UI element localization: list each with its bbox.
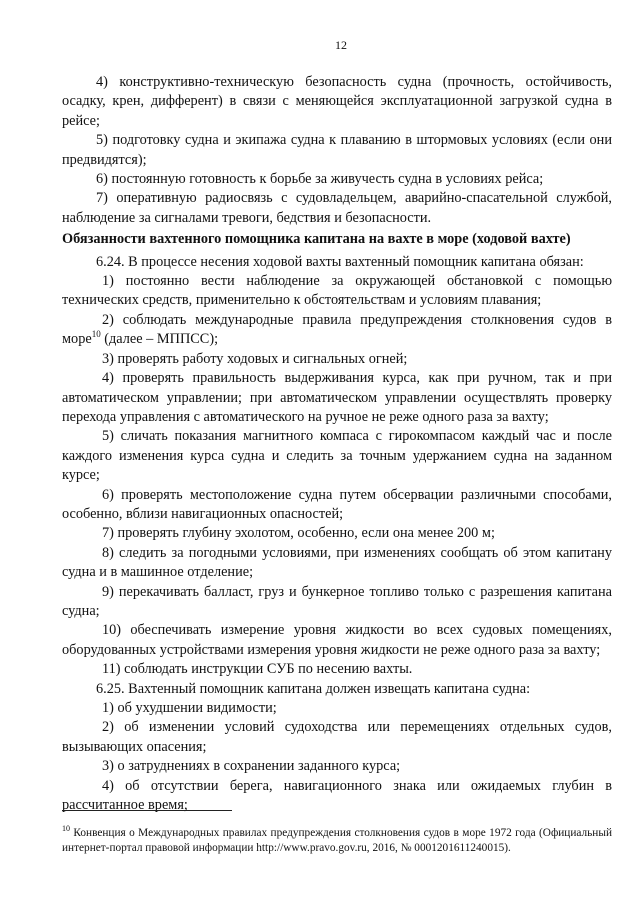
list-item: 5) подготовку судна и экипажа судна к плаванию в штормовых условиях (если они предвидятся);	[62, 132, 612, 168]
section-heading: Обязанности вахтенного помощника капитана на вахте в море (ходовой вахте)	[62, 231, 571, 248]
list-item: 4) об отсутствии берега, навигационного знака или ожидаемых глубин в рассчитанное время;	[62, 777, 612, 814]
list-item: 8) следить за погодными условиями, при изменениях сообщать об этом капитану судна и в машинное отделение;	[62, 544, 612, 581]
list-item: 1) постоянно вести наблюдение за окружающей обстановкой с помощью технических средств, применительно к обстоятельствам и условиям плавания;	[62, 273, 612, 309]
list-item: 11) соблюдать инструкции СУБ по несению вахты.	[102, 661, 413, 678]
footnote-marker: 10	[62, 824, 70, 834]
list-item	[62, 311, 612, 350]
list-item: 3) проверять работу ходовых и сигнальных огней;	[102, 350, 408, 367]
list-item-text: (далее – МППСС);	[100, 331, 219, 348]
document-body	[62, 73, 612, 815]
footnote-text: Конвенция о Международных правилах предупреждения столкновения судов в море 1972 года (Официальный интернет-портал правовой информации http://www.pravo.gov.ru, 2016, № 0001201611240015).	[62, 827, 612, 854]
list-item: 6) проверять местоположение судна путем обсервации различными способами, особенно, вблизи навигационных опасностей;	[62, 486, 612, 522]
list-item-text: 2) соблюдать международные правила предупреждения столкновения судов в море	[62, 311, 612, 348]
footnote-divider	[62, 810, 232, 811]
list-item: 7) проверять глубину эхолотом, особенно, если она менее 200 м;	[102, 525, 495, 542]
list-item: 6) постоянную готовность к борьбе за живучесть судна в условиях рейса;	[96, 171, 544, 188]
list-item: 1) об ухудшении видимости;	[102, 700, 277, 716]
list-item: 2) об изменении условий судоходства или перемещениях отдельных судов, вызывающих опасения;	[62, 719, 612, 755]
list-item: 7) оперативную радиосвязь с судовладельцем, аварийно-спасательной службой, наблюдение за сигналами тревоги, бедствия и безопасности.	[62, 190, 612, 226]
list-item: 3) о затруднениях в сохранении заданного курса;	[102, 758, 401, 775]
footnote-ref: 10	[91, 329, 101, 340]
page-number: 12	[335, 38, 347, 52]
footnote	[62, 826, 612, 855]
list-item: 10) обеспечивать измерение уровня жидкости во всех судовых помещениях, оборудованных устройствами измерения уровня жидкости не реже одного раза за вахту;	[62, 622, 612, 658]
list-item: 9) перекачивать балласт, груз и бункерное топливо только с разрешения капитана судна;	[62, 583, 612, 619]
paragraph-6-24: 6.24. В процессе несения ходовой вахты вахтенный помощник капитана обязан:	[96, 253, 584, 270]
list-item: 5) сличать показания магнитного компаса с гирокомпасом каждый час и после каждого изменения курса судна и следить за точным удержанием судна на заданном курсе;	[62, 428, 612, 484]
paragraph-6-25: 6.25. Вахтенный помощник капитана должен извещать капитана судна:	[96, 680, 531, 697]
list-item: 4) проверять правильность выдерживания курса, как при ручном, так и при автоматическом управлении; при автоматическом управлении осуществлять проверку перехода управления с автоматического на ручное не реже одного раза за вахту;	[62, 370, 612, 425]
list-item: 4) конструктивно-техническую безопасность судна (прочность, остойчивость, осадку, крен, дифферент) в связи с меняющейся эксплуатационной загрузкой судна в рейсе;	[62, 74, 612, 129]
